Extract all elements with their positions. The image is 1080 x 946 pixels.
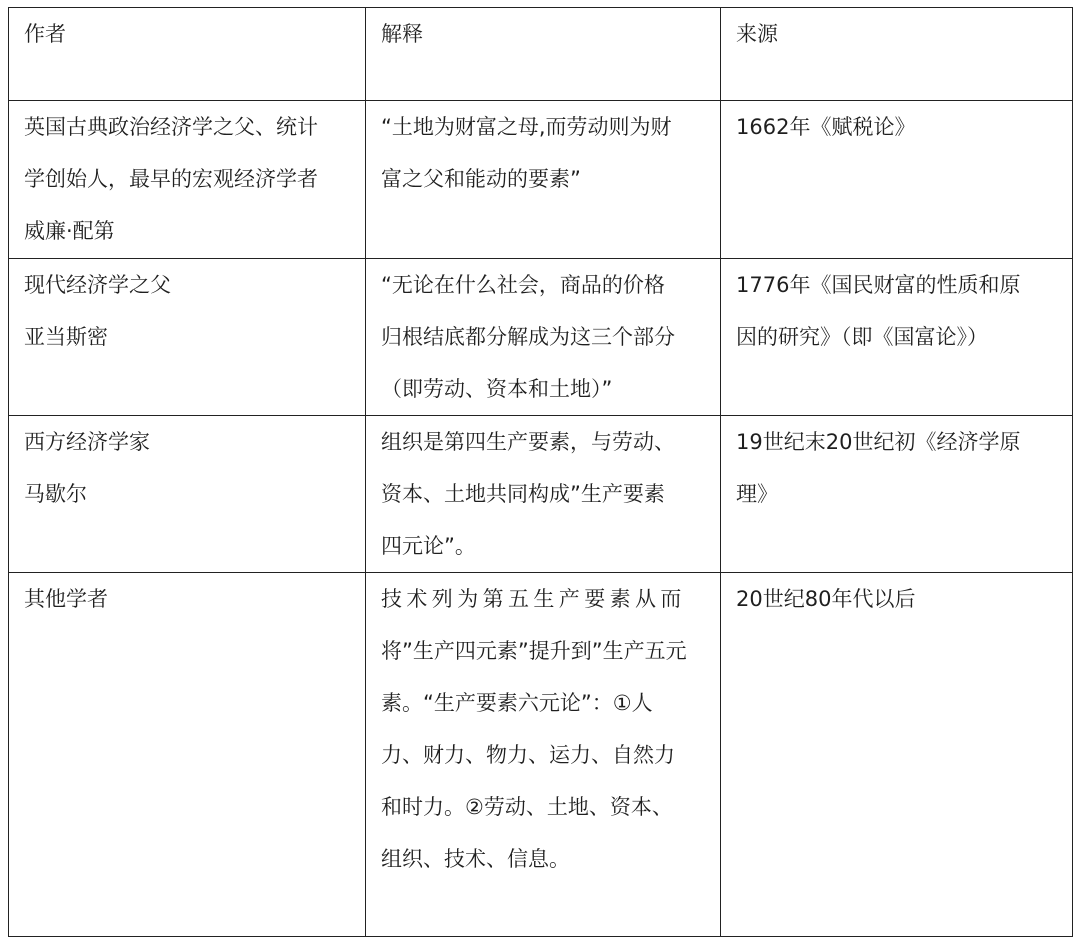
author-cell: 西方经济学家 马歇尔 <box>9 416 366 573</box>
source-cell: 1662年《赋税论》 <box>721 101 1073 259</box>
explanation-cell: 技术列为第五生产要素从而 将”生产四元素”提升到”生产五元 素。“生产要素六元论”：①人 力、财力、物力、运力、自然力 和时力。②劳动、土地、资本、 组织、技术、信息。 <box>366 573 721 937</box>
table-row <box>9 416 1073 573</box>
source-cell: 1776年《国民财富的性质和原 因的研究》（即《国富论》） <box>721 259 1073 416</box>
source-cell: 20世纪80年代以后 <box>721 573 1073 937</box>
header-explanation: 解释 <box>366 8 721 101</box>
header-author: 作者 <box>9 8 366 101</box>
author-cell: 英国古典政治经济学之父、统计 学创始人，最早的宏观经济学者 威廉·配第 <box>9 101 366 259</box>
production-factors-table <box>8 7 1073 937</box>
table-row <box>9 101 1073 259</box>
explanation-cell: “无论在什么社会，商品的价格 归根结底都分解成为这三个部分 （即劳动、资本和土地）” <box>366 259 721 416</box>
explanation-cell: “土地为财富之母,而劳动则为财 富之父和能动的要素” <box>366 101 721 259</box>
author-cell: 现代经济学之父 亚当斯密 <box>9 259 366 416</box>
table-row <box>9 259 1073 416</box>
source-cell: 19世纪末20世纪初《经济学原 理》 <box>721 416 1073 573</box>
explanation-cell: 组织是第四生产要素，与劳动、 资本、土地共同构成”生产要素 四元论”。 <box>366 416 721 573</box>
header-source: 来源 <box>721 8 1073 101</box>
author-cell: 其他学者 <box>9 573 366 937</box>
table-header-row <box>9 8 1073 101</box>
table-row <box>9 573 1073 937</box>
